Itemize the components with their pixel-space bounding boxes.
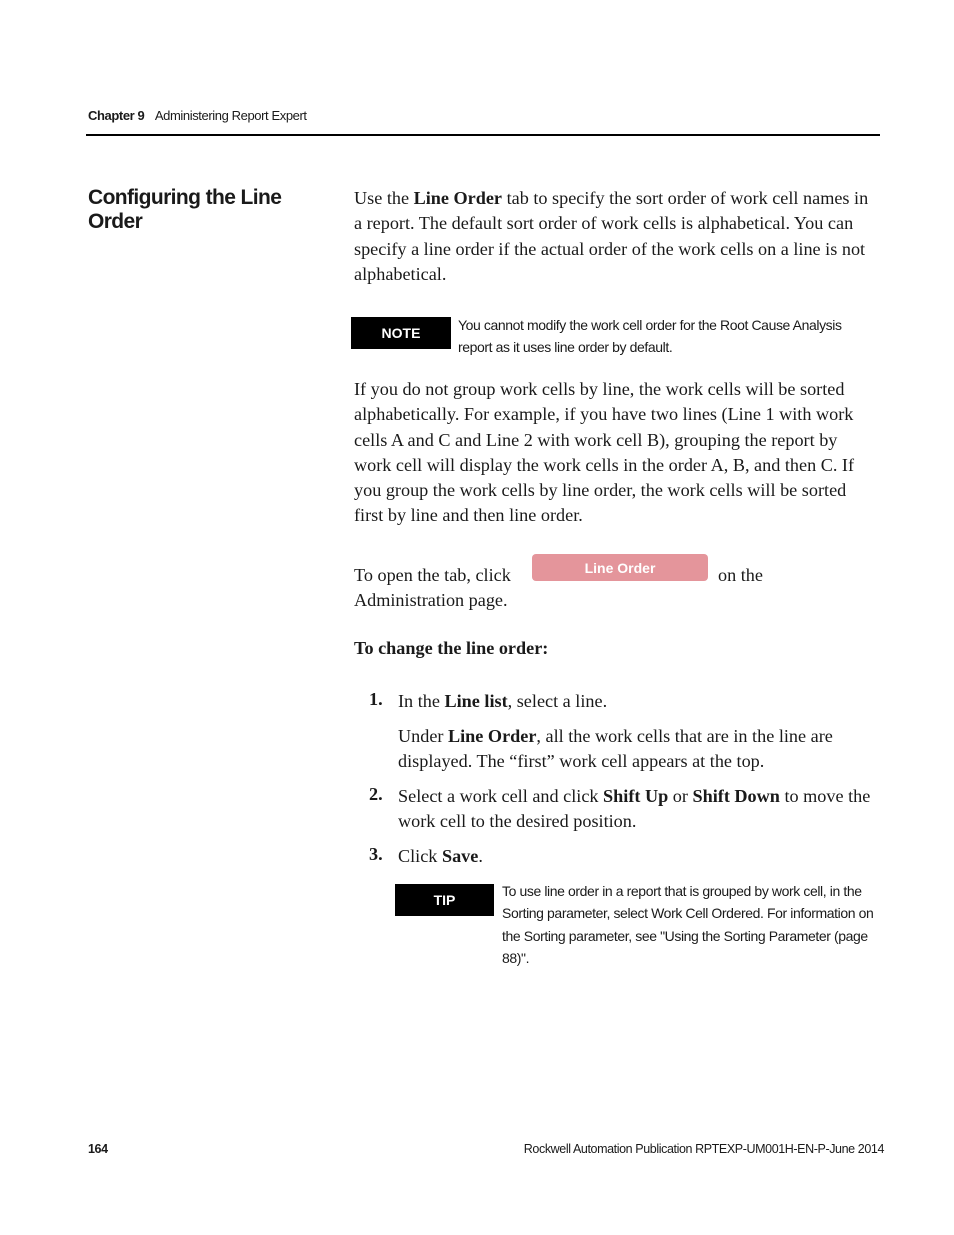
step-3-bold-save: Save bbox=[441, 846, 479, 866]
open-tab-line2: Administration page. bbox=[354, 590, 508, 610]
step-2-a: Select a work cell and click bbox=[398, 786, 604, 806]
step-2-e: to move the work cell to the desired position. bbox=[398, 786, 871, 832]
step-1-sub-a: Under bbox=[398, 726, 448, 746]
step-3-text bbox=[398, 844, 878, 869]
publication-id: Rockwell Automation Publication RPTEXP-UM001H-EN-P-June 2014 bbox=[523, 1142, 884, 1156]
procedure-heading: To change the line order: bbox=[354, 638, 549, 658]
step-1-sub-bold: Line Order bbox=[448, 726, 537, 746]
open-tab-after: on the bbox=[718, 565, 763, 585]
step-3-a: Click bbox=[398, 846, 442, 866]
intro-text-2: tab to specify the sort order of work cell names in a report. The default sort order of work cells is alphabetical. You can specify a line order if the actual order of the work cells on a line is not alphabetical. bbox=[354, 188, 869, 284]
step-2-bold-shift-up: Shift Up bbox=[603, 786, 669, 806]
grouping-paragraph: If you do not group work cells by line, the work cells will be sorted alphabetically. For example, if you have two lines (Line 1 with work cells A and C and Line 2 with work cell B), grouping the report by work cell will display the work cells in the order A, B, and then C. If you group the work cells by line order, the work cells will be sorted first by line and then line order. bbox=[354, 379, 855, 526]
step-1-result bbox=[398, 724, 878, 775]
step-1-bold-line-list: Line list bbox=[444, 691, 508, 711]
chapter-title: Administering Report Expert bbox=[154, 108, 307, 123]
step-1-c: , select a line. bbox=[507, 691, 608, 711]
step-1-sub-c: , all the work cells that are in the line are displayed. The “first” work cell appears at the top. bbox=[398, 726, 833, 772]
intro-text-1: Use the bbox=[354, 188, 414, 208]
tip-label: TIP bbox=[395, 884, 494, 916]
page-number: 164 bbox=[88, 1142, 108, 1156]
open-tab-text: To open the tab, click bbox=[354, 565, 511, 585]
intro-paragraph bbox=[354, 186, 874, 287]
step-3-number: 3. bbox=[369, 844, 383, 864]
step-2-text bbox=[398, 784, 878, 835]
chapter-label: Chapter 9 bbox=[88, 108, 145, 123]
note-label: NOTE bbox=[351, 317, 451, 349]
step-2-number: 2. bbox=[369, 784, 383, 804]
running-header bbox=[88, 108, 307, 123]
step-2-c: or bbox=[668, 786, 693, 806]
line-order-tab-button[interactable]: Line Order bbox=[532, 554, 708, 581]
step-1-text bbox=[398, 689, 878, 714]
step-3-c: . bbox=[478, 846, 483, 866]
tip-text: To use line order in a report that is grouped by work cell, in the Sorting parameter, select Work Cell Ordered. For information on the Sorting parameter, see "Using the Sorting Parameter (page 88)". bbox=[502, 883, 874, 966]
section-title: Configuring the Line Order bbox=[88, 186, 282, 233]
step-1-number: 1. bbox=[369, 689, 383, 709]
step-2-bold-shift-down: Shift Down bbox=[692, 786, 780, 806]
header-rule bbox=[86, 134, 880, 136]
step-1-a: In the bbox=[398, 691, 445, 711]
note-text: You cannot modify the work cell order for the Root Cause Analysis report as it uses line order by default. bbox=[458, 317, 842, 356]
intro-bold-line-order: Line Order bbox=[413, 188, 503, 208]
